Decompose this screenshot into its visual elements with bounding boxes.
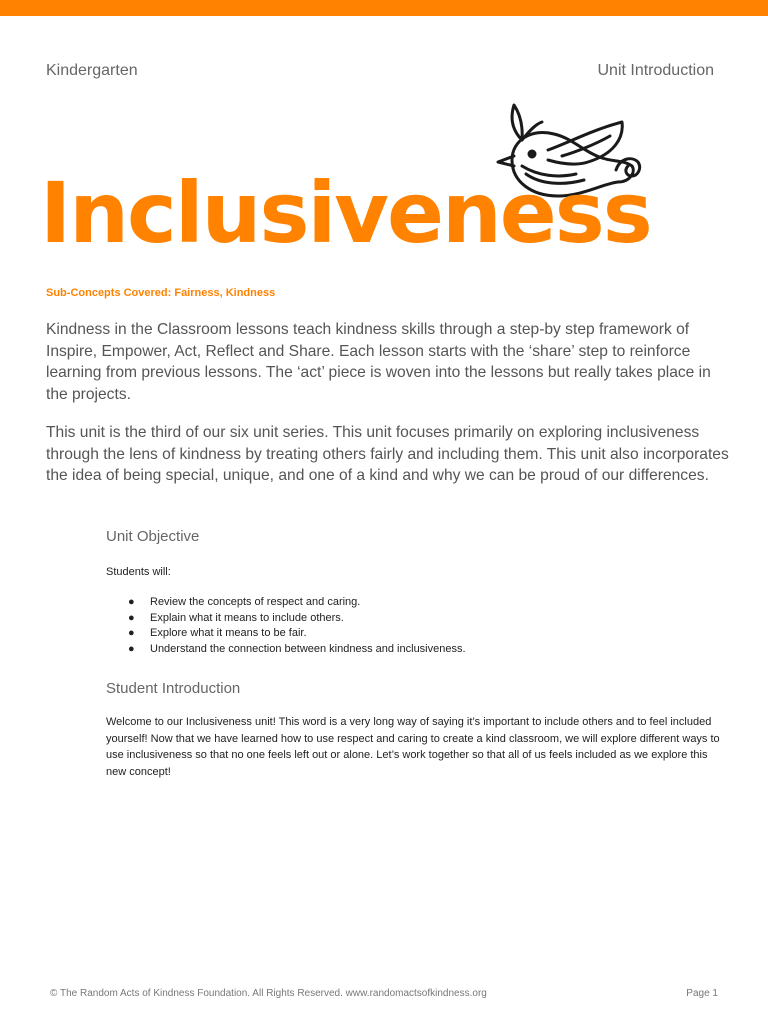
- list-item: [106, 626, 466, 642]
- unit-objective-heading: Unit Objective: [106, 528, 200, 545]
- page-number: Page 1: [686, 988, 718, 999]
- footer-copyright: © The Random Acts of Kindness Foundation. All Rights Reserved. www.randomactsofkindness.org: [50, 988, 487, 999]
- top-accent-bar: [0, 0, 768, 16]
- sub-concepts-label: Sub-Concepts Covered: Fairness, Kindness: [46, 287, 276, 299]
- intro-paragraph-2: This unit is the third of our six unit series. This unit focuses primarily on exploring inclusiveness through the lens of kindness by treating others fairly and including them. This unit also incorporates the idea of being special, unique, and one of a kind and why we can be proud of our differences.: [46, 424, 729, 484]
- objective-text: Review the concepts of respect and caring.: [150, 596, 361, 608]
- objective-text: Explain what it means to include others.: [150, 611, 344, 624]
- student-introduction-text: Welcome to our Inclusiveness unit! This word is a very long way of saying it’s important to include others and to feel included yourself! Now that we have learned how to use respect and caring to create a kind classroom, we will explore different ways to use inclusiveness so that no one feels left out or alone. Let’s work together so that all of us feels included as we explore this new concept!: [106, 716, 720, 778]
- bullet-icon: ●: [128, 642, 135, 655]
- list-item: [106, 642, 466, 658]
- section-label: Unit Introduction: [597, 62, 714, 79]
- list-item: [106, 611, 466, 627]
- bullet-icon: ●: [128, 596, 135, 608]
- intro-paragraph-1: Kindness in the Classroom lessons teach kindness skills through a step-by step framework of Inspire, Empower, Act, Reflect and Share. Each lesson starts with the ‘share’ step to reinforce learning from previous lessons. The ‘act’ piece is woven into the lessons but really takes place in the projects.: [46, 321, 711, 403]
- student-introduction-heading: Student Introduction: [106, 680, 241, 697]
- objective-text: Explore what it means to be fair.: [150, 627, 307, 639]
- unit-title: Inclusiveness: [40, 164, 651, 262]
- objective-text: Understand the connection between kindness and inclusiveness.: [150, 642, 466, 655]
- grade-label: Kindergarten: [46, 62, 138, 79]
- students-will-label: Students will:: [106, 566, 171, 578]
- bullet-icon: ●: [128, 627, 135, 639]
- bullet-icon: ●: [128, 611, 135, 624]
- objective-list: [106, 595, 466, 657]
- list-item: [106, 595, 466, 611]
